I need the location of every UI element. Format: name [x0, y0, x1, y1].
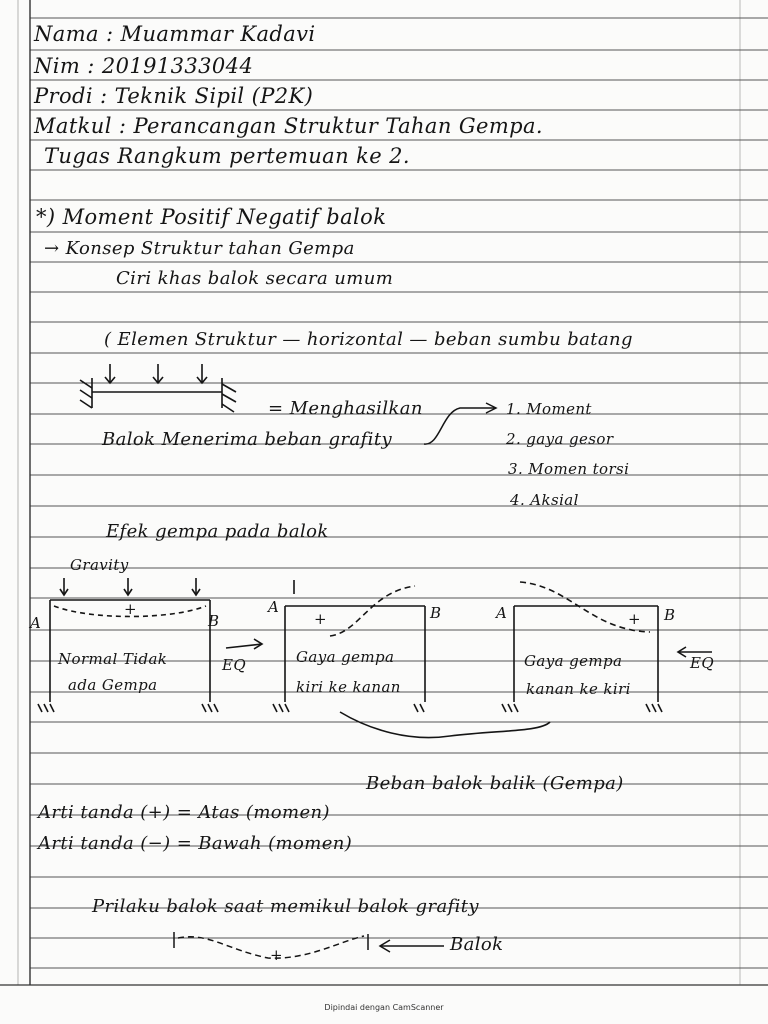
- frame1-label-b: B: [208, 612, 220, 630]
- earthquake-effect-title: Efek gempa pada balok: [106, 521, 329, 542]
- assignment-title: Tugas Rangkum pertemuan ke 2.: [44, 144, 410, 168]
- frame1-label-a: A: [30, 614, 42, 632]
- beam-load-sketch: [70, 360, 250, 420]
- concept-line: → Konsep Struktur tahan Gempa: [44, 238, 355, 259]
- frame1-eq-label: EQ: [222, 656, 247, 674]
- student-name: Nama : Muammar Kadavi: [34, 22, 316, 46]
- reverse-load-note: Beban balok balik (Gempa): [366, 773, 624, 794]
- frame1-moment-sign: +: [124, 600, 137, 618]
- course-name: Matkul : Perancangan Struktur Tahan Gempa.: [34, 114, 544, 138]
- frame3-text-line1: Gaya gempa: [524, 652, 623, 670]
- effect-item-3: 3. Momen torsi: [508, 460, 630, 478]
- arrow-icon: [420, 396, 500, 456]
- effect-item-2: 2. gaya gesor: [506, 430, 614, 448]
- produces-label: = Menghasilkan: [268, 398, 423, 419]
- student-id: Nim : 20191333044: [34, 54, 254, 78]
- frame2-moment-sign: +: [314, 610, 327, 628]
- frame3-text-line2: kanan ke kiri: [526, 680, 631, 698]
- frame1-text-line2: ada Gempa: [68, 676, 158, 694]
- characteristic-line: Ciri khas balok secara umum: [116, 268, 394, 289]
- section-heading: *) Moment Positif Negatif balok: [36, 205, 387, 229]
- beam-moment-sketch: [168, 928, 448, 968]
- frame3-moment-sign: +: [628, 610, 641, 628]
- frame2-label-a: A: [268, 598, 280, 616]
- meaning-plus-sign: Arti tanda (+) = Atas (momen): [38, 802, 330, 823]
- frame3-label-b: B: [664, 606, 676, 624]
- beam-label: Balok: [450, 934, 504, 955]
- frame1-text-line1: Normal Tidak: [58, 650, 168, 668]
- beam-behavior-note: Prilaku balok saat memikul balok grafity: [92, 896, 479, 917]
- scanner-footer: Dipindai dengan CamScanner: [324, 1003, 444, 1012]
- beam-receives-load: Balok Menerima beban grafity: [102, 429, 393, 450]
- element-definition: ( Elemen Struktur — horizontal — beban sumbu batang: [104, 329, 633, 350]
- beam-sketch-sign: +: [270, 946, 283, 964]
- frame2-label-b: B: [430, 604, 442, 622]
- meaning-minus-sign: Arti tanda (−) = Bawah (momen): [38, 833, 353, 854]
- frame2-text-line1: Gaya gempa: [296, 648, 395, 666]
- study-program: Prodi : Teknik Sipil (P2K): [34, 84, 314, 108]
- frame3-eq-label: EQ: [690, 654, 715, 672]
- frame2-text-line2: kiri ke kanan: [296, 678, 401, 696]
- effect-item-4: 4. Aksial: [510, 491, 579, 509]
- gravity-label: Gravity: [70, 556, 129, 574]
- effect-item-1: 1. Moment: [506, 400, 592, 418]
- frame3-label-a: A: [496, 604, 508, 622]
